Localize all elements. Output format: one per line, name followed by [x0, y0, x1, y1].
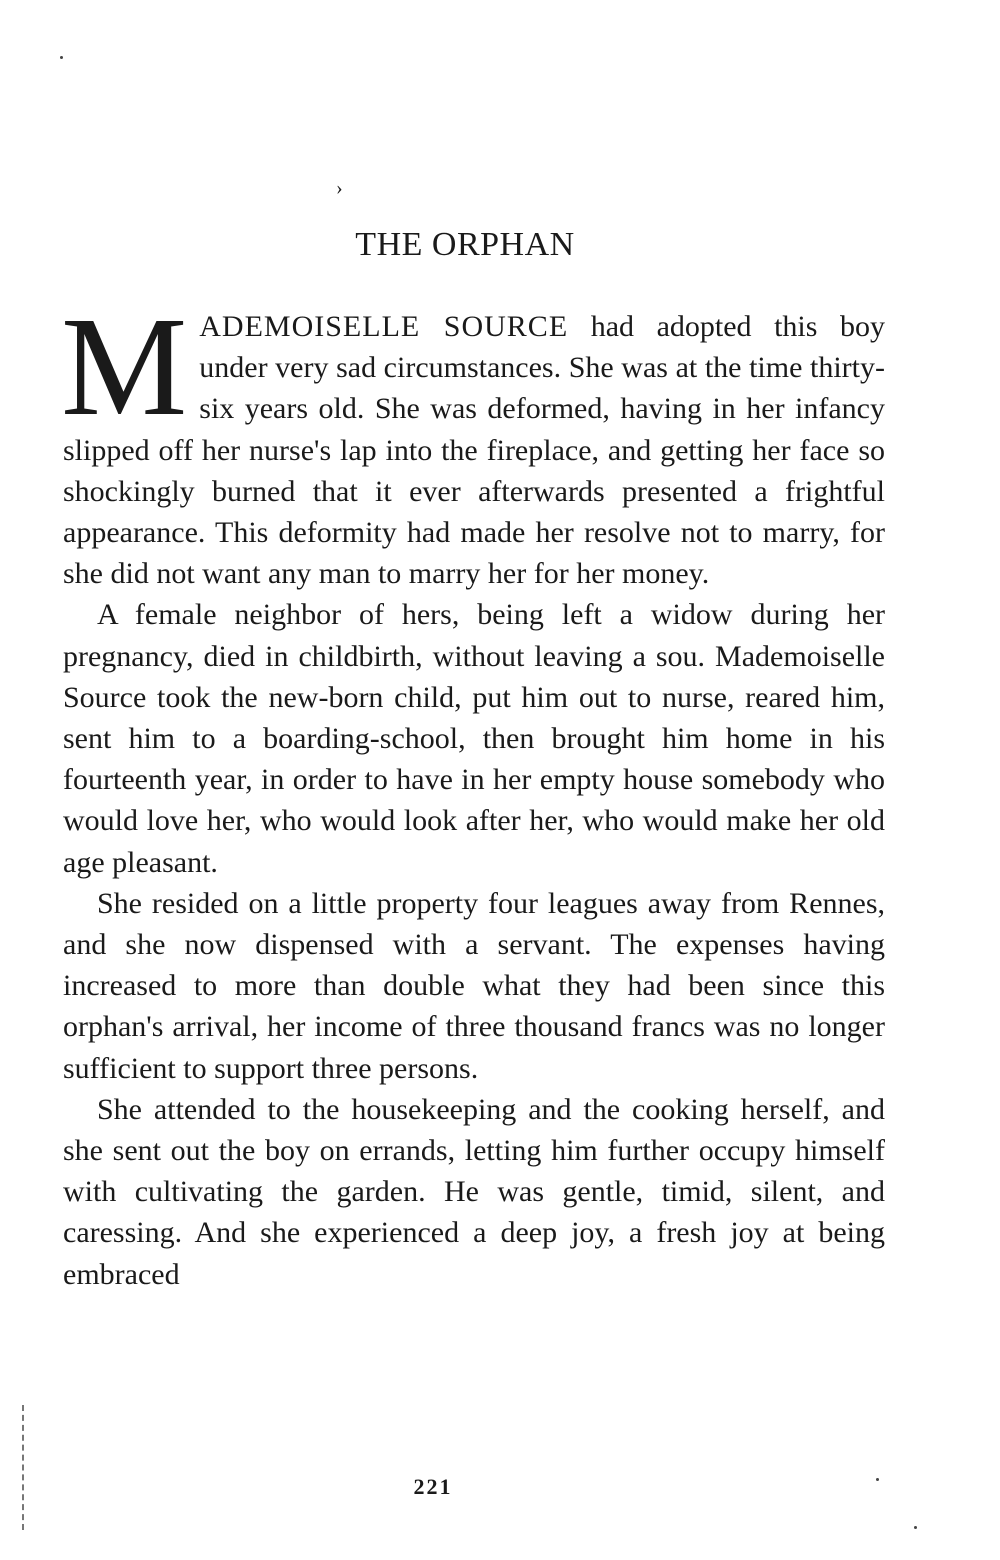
- paragraph: She attended to the housekeeping and the cooking herself, and she sent out the boy on errands, letting him further occupy himself with cultivating the garden. He was gentle, timid, silent, and caressing. And she experienced a deep joy, a fresh joy at being embraced: [63, 1092, 885, 1291]
- scan-edge-mark: [22, 1405, 24, 1530]
- scan-speck: [876, 1478, 879, 1481]
- body-text: [61, 287, 885, 1295]
- page-number: 221: [413, 1474, 453, 1499]
- paragraph: A female neighbor of hers, being left a widow during her pregnancy, died in childbirth, without leaving a sou. Mademoiselle Source took the new-born child, put him out to nurse, reared him, sent him to a boarding-school, then brought him home in his fourteenth year, in order to have in her empty house somebody who would love her, who would look after her, who would make her old age pleasant.: [63, 598, 885, 879]
- stray-ink-mark: ›: [336, 177, 343, 199]
- paragraph-text: had adopted this boy under very sad circumstances. She was at the time thirty-six years old. She was deformed, having in her infancy slipped off her nurse's lap into the fireplace, and getting her face so shockingly burned that it ever afterwards presented a frightful appearance. This deformity had made her resolve not to marry, for she did not want any man to marry her for her money.: [63, 310, 885, 591]
- lead-caps: ADEMOISELLE SOURCE: [199, 310, 569, 343]
- paragraph: She resided on a little property four leagues away from Rennes, and she now dispensed with a servant. The expenses having increased to more than double what they had been since this orphan's arrival, her income of three thousand francs was no longer sufficient to support three persons.: [63, 886, 885, 1085]
- drop-cap: M: [61, 287, 188, 445]
- scan-speck: [914, 1526, 917, 1529]
- paragraph: [61, 287, 885, 594]
- scan-speck: [60, 56, 63, 59]
- chapter-title: THE ORPHAN: [355, 226, 575, 263]
